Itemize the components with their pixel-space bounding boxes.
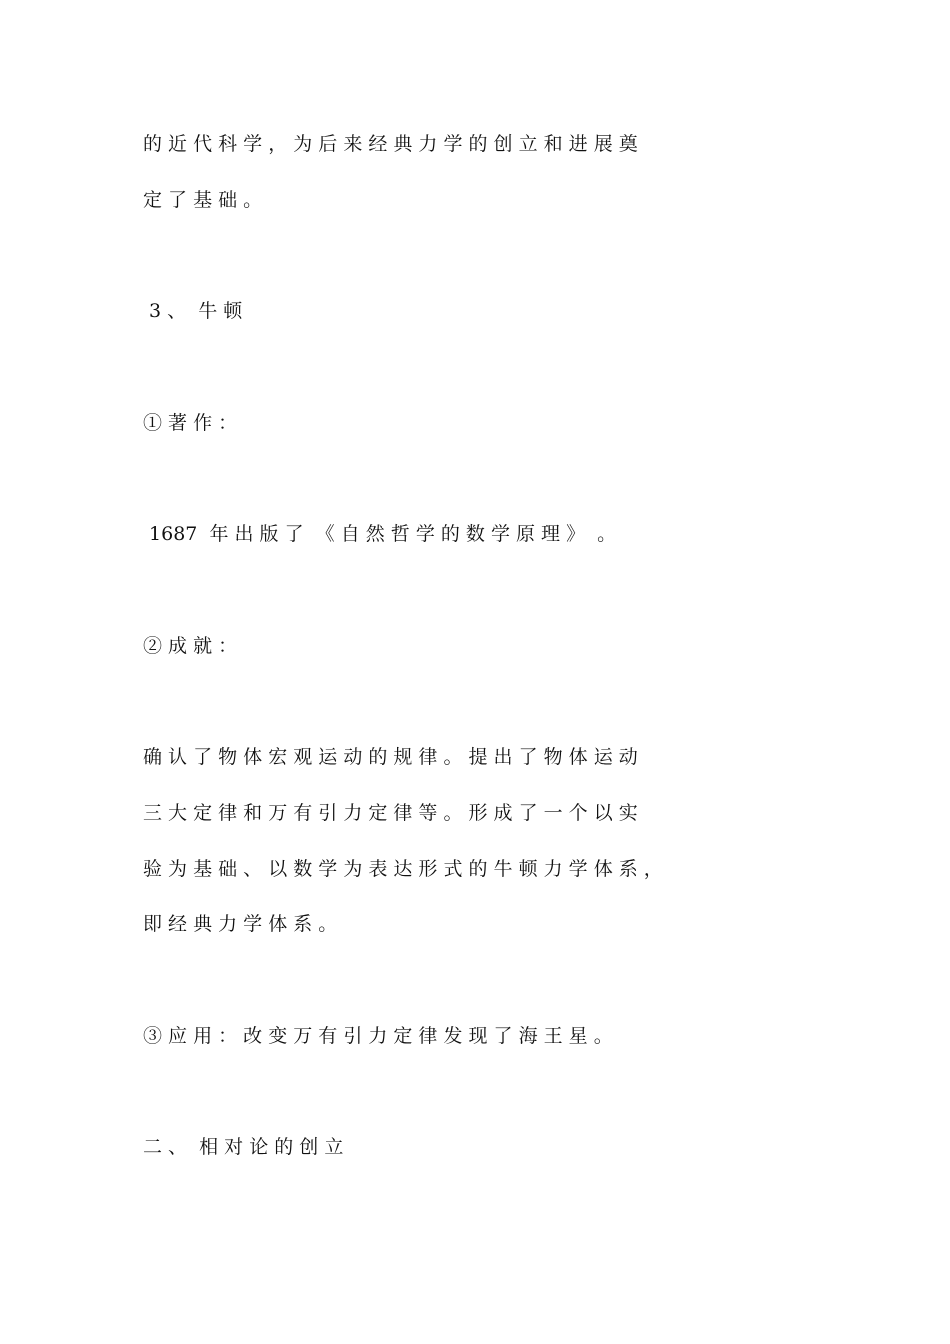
- paragraph-line: 确 认 了 物 体 宏 观 运 动 的 规 律 。 提 出 了 物 体 运 动: [143, 746, 638, 768]
- subsection-heading: ② 成 就 ：: [143, 635, 238, 657]
- paragraph-line: 验 为 基 础 、 以 数 学 为 表 达 形 式 的 牛 顿 力 学 体 系 ，: [143, 858, 663, 880]
- paragraph-line: 定 了 基 础 。: [143, 189, 263, 211]
- subsection-heading: ③ 应 用 ： 改 变 万 有 引 力 定 律 发 现 了 海 王 星 。: [143, 1025, 613, 1047]
- paragraph-line: 1687 年 出 版 了 《 自 然 哲 学 的 数 学 原 理 》 。: [143, 523, 617, 545]
- section-heading: 3 、 牛 顿: [143, 300, 243, 322]
- subsection-heading: ① 著 作 ：: [143, 412, 238, 434]
- paragraph-line: 的 近 代 科 学 ， 为 后 来 经 典 力 学 的 创 立 和 进 展 奠: [143, 133, 638, 155]
- paragraph-line: 三 大 定 律 和 万 有 引 力 定 律 等 。 形 成 了 一 个 以 实: [143, 802, 638, 824]
- paragraph-line: 即 经 典 力 学 体 系 。: [143, 913, 338, 935]
- section-heading: 二 、 相 对 论 的 创 立: [143, 1136, 344, 1158]
